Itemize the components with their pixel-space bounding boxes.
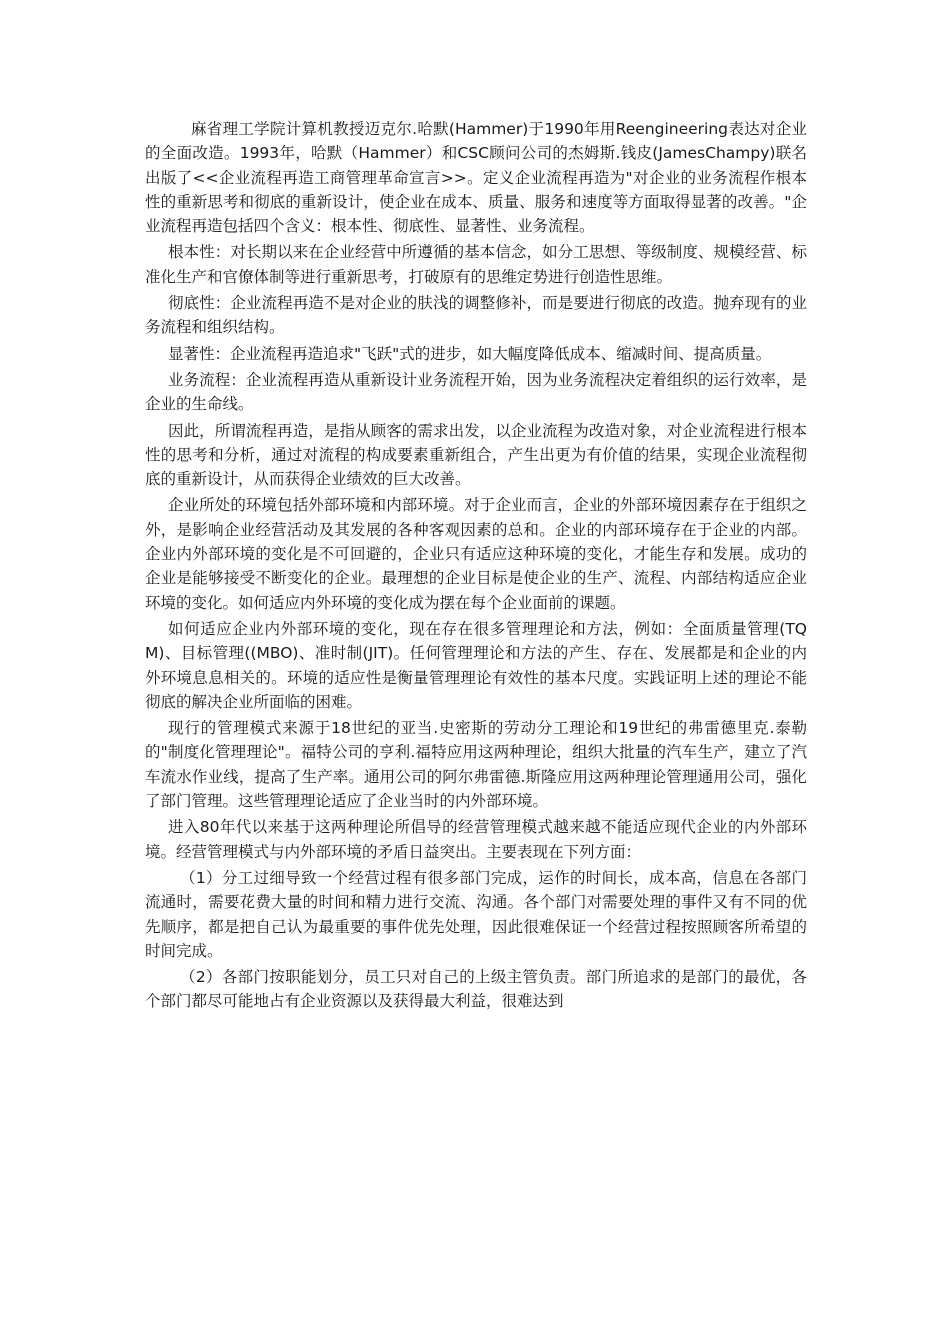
paragraph-management-theories: 如何适应企业内外部环境的变化，现在存在很多管理理论和方法，例如：全面质量管理(TQM)、目标管理((MBO)、准时制(JIT)。任何管理理论和方法的产生、存在、发展都是和企业的内外环境息息相关的。环境的适应性是衡量管理理论有效性的基本尺度。实践证明上述的理论不能彻底的解决企业所面临的困难。 [145, 619, 807, 711]
paragraph-intro: 麻省理工学院计算机教授迈克尔.哈默(Hammer)于1990年用Reengineering表达对企业的全面改造。1993年，哈默（Hammer）和CSC顾问公司的杰姆斯.钱皮(JamesChampy)联名出版了<<企业流程再造工商管理革命宣言>>。定义企业流程再造为"对企业的业务流程作根本性的重新思考和彻底的重新设计，使企业在成本、质量、服务和速度等方面取得显著的改善。"企业流程再造包括四个含义：根本性、彻底性、显著性、业务流程。 [145, 120, 807, 236]
paragraph-business-process: 业务流程：企业流程再造从重新设计业务流程开始，因为业务流程决定着组织的运行效率，是企业的生命线。 [145, 370, 807, 414]
paragraph-fundamental: 根本性：对长期以来在企业经营中所遵循的基本信念，如分工思想、等级制度、规模经营、标准化生产和官僚体制等进行重新思考，打破原有的思维定势进行创造性思维。 [145, 243, 807, 286]
list-item-2: （2）各部门按职能划分，员工只对自己的上级主管负责。部门所追求的是部门的最优，各个部门都尽可能地占有企业资源以及获得最大利益，很难达到 [145, 968, 807, 1011]
list-item-1: （1）分工过细导致一个经营过程有很多部门完成，运作的时间长，成本高，信息在各部门流通时，需要花费大量的时间和精力进行交流、沟通。各个部门对需要处理的事件又有不同的优先顺序，都是把自己认为最重要的事件优先处理，因此很难保证一个经营过程按照顾客所希望的时间完成。 [145, 868, 807, 960]
paragraph-dramatic: 显著性：企业流程再造追求"飞跃"式的进步，如大幅度降低成本、缩减时间、提高质量。 [168, 344, 772, 363]
paragraph-since-80s: 进入80年代以来基于这两种理论所倡导的经营管理模式越来越不能适应现代企业的内外部环境。经营管理模式与内外部环境的矛盾日益突出。主要表现在下列方面： [145, 818, 807, 861]
paragraph-environment: 企业所处的环境包括外部环境和内部环境。对于企业而言，企业的外部环境因素存在于组织之外，是影响企业经营活动及其发展的各种客观因素的总和。企业的内部环境存在于企业的内部。企业内外部环境的变化是不可回避的，企业只有适应这种环境的变化，才能生存和发展。成功的企业是能够接受不断变化的企业。最理想的企业目标是使企业的生产、流程、内部结构适应企业环境的变化。如何适应内外环境的变化成为摆在每个企业面前的课题。 [145, 496, 807, 612]
paragraph-definition: 因此，所谓流程再造，是指从顾客的需求出发，以企业流程为改造对象，对企业流程进行根本性的思考和分析，通过对流程的构成要素重新组合，产生出更为有价值的结果，实现企业流程彻底的重新设计，从而获得企业绩效的巨大改善。 [145, 421, 807, 489]
paragraph-current-model: 现行的管理模式来源于18世纪的亚当.史密斯的劳动分工理论和19世纪的弗雷德里克.泰勒的"制度化管理理论"。福特公司的亨利.福特应用这两种理论，组织大批量的汽车生产，建立了汽车流水作业线，提高了生产率。通用公司的阿尔弗雷德.斯隆应用这两种理论管理通用公司，强化了部门管理。这些管理理论适应了企业当时的内外部环境。 [145, 719, 807, 811]
document-body [145, 117, 807, 1016]
paragraph-thorough: 彻底性：企业流程再造不是对企业的肤浅的调整修补，而是要进行彻底的改造。抛弃现有的业务流程和组织结构。 [145, 294, 807, 337]
